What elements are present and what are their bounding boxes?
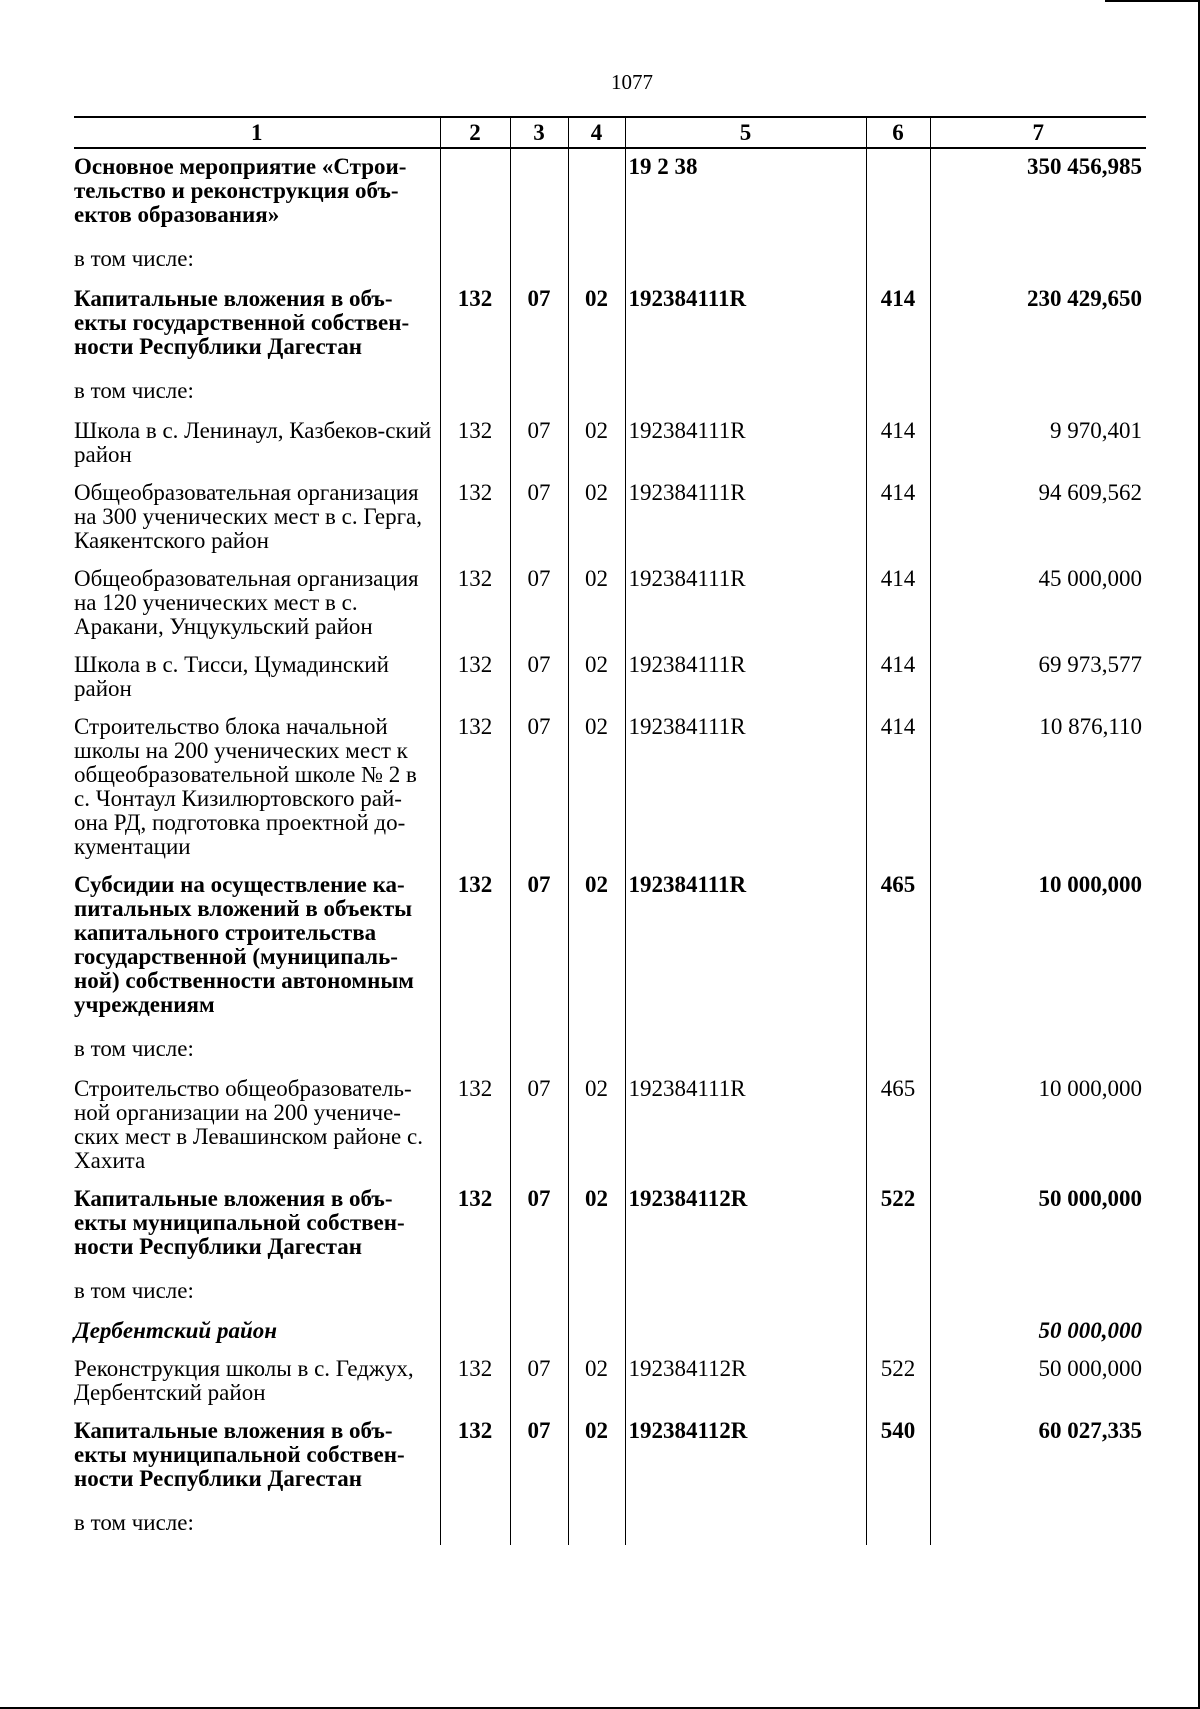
row-description: Субсидии на осуществление ка-питальных вложений в объекты капитального строительства государственной (муниципаль-ной) собственности автономным учреждениям — [74, 872, 414, 1017]
cell-ministry-code: 132 — [440, 561, 510, 647]
table-row — [74, 367, 1146, 413]
table-row — [74, 709, 1146, 867]
cell-ministry-code — [440, 235, 510, 281]
table-row — [74, 561, 1146, 647]
table-row — [74, 475, 1146, 561]
cell-subsection — [568, 1499, 625, 1545]
cell-subsection: 02 — [568, 1181, 625, 1267]
cell-amount: 10 000,000 — [930, 1071, 1146, 1181]
row-description: Реконструкция школы в с. Геджух, Дербентский район — [74, 1356, 414, 1405]
row-description: Капитальные вложения в объ-екты муниципальной собствен-ности Республики Дагестан — [74, 1418, 405, 1491]
cell-target-article: 192384111R — [625, 475, 866, 561]
cell-target-article: 192384112R — [625, 1351, 866, 1413]
cell-amount — [930, 1499, 1146, 1545]
cell-expense-type: 414 — [866, 413, 930, 475]
cell-subsection — [568, 1025, 625, 1071]
row-description: Основное мероприятие «Строи-тельство и реконструкция объ-ектов образования» — [74, 154, 407, 227]
table-row — [74, 1499, 1146, 1545]
cell-ministry-code: 132 — [440, 281, 510, 367]
table-row — [74, 1181, 1146, 1267]
cell-target-article: 192384112R — [625, 1181, 866, 1267]
cell-subsection: 02 — [568, 413, 625, 475]
table-row — [74, 1071, 1146, 1181]
table-header-row — [74, 117, 1146, 148]
cell-section: 07 — [510, 413, 568, 475]
cell-section: 07 — [510, 1413, 568, 1499]
cell-expense-type — [866, 1025, 930, 1071]
cell-target-article — [625, 1313, 866, 1351]
cell-expense-type: 522 — [866, 1351, 930, 1413]
row-description: в том числе: — [74, 1278, 194, 1303]
row-description: Школа в с. Ленинаул, Казбеков-ский район — [74, 418, 432, 467]
cell-subsection — [568, 148, 625, 235]
cell-amount: 10 000,000 — [930, 867, 1146, 1025]
cell-amount: 50 000,000 — [930, 1181, 1146, 1267]
cell-ministry-code: 132 — [440, 1181, 510, 1267]
table-row — [74, 281, 1146, 367]
cell-subsection: 02 — [568, 475, 625, 561]
cell-section — [510, 1499, 568, 1545]
row-description: Общеобразовательная организация на 300 ученических мест в с. Герга, Каякентского район — [74, 480, 423, 553]
cell-section — [510, 367, 568, 413]
row-description: Школа в с. Тисси, Цумадинский район — [74, 652, 389, 701]
cell-target-article — [625, 1267, 866, 1313]
cell-subsection: 02 — [568, 1351, 625, 1413]
cell-amount — [930, 1025, 1146, 1071]
cell-amount: 94 609,562 — [930, 475, 1146, 561]
cell-section — [510, 235, 568, 281]
cell-ministry-code: 132 — [440, 413, 510, 475]
cell-amount — [930, 235, 1146, 281]
column-header: 7 — [930, 117, 1146, 148]
table-row — [74, 1267, 1146, 1313]
cell-expense-type: 414 — [866, 647, 930, 709]
cell-target-article: 192384111R — [625, 281, 866, 367]
row-description: в том числе: — [74, 1510, 194, 1535]
column-header: 6 — [866, 117, 930, 148]
cell-amount — [930, 367, 1146, 413]
cell-ministry-code — [440, 1267, 510, 1313]
row-description: Строительство блока начальной школы на 200 ученических мест к общеобразовательной школе № 2 в с. Чонтаул Кизилюртовского рай-она РД, подготовка проектной до-кументации — [74, 714, 417, 859]
cell-subsection: 02 — [568, 1071, 625, 1181]
table-row — [74, 1413, 1146, 1499]
cell-ministry-code — [440, 148, 510, 235]
cell-amount: 9 970,401 — [930, 413, 1146, 475]
cell-section — [510, 1267, 568, 1313]
cell-subsection — [568, 367, 625, 413]
cell-subsection — [568, 1313, 625, 1351]
cell-target-article: 192384111R — [625, 709, 866, 867]
row-description: в том числе: — [74, 378, 194, 403]
cell-expense-type: 522 — [866, 1181, 930, 1267]
table-body — [74, 148, 1146, 1545]
cell-amount: 350 456,985 — [930, 148, 1146, 235]
cell-section: 07 — [510, 1071, 568, 1181]
page-number: 1077 — [611, 70, 653, 94]
cell-section: 07 — [510, 867, 568, 1025]
cell-ministry-code: 132 — [440, 1071, 510, 1181]
cell-amount: 10 876,110 — [930, 709, 1146, 867]
row-description: Общеобразовательная организация на 120 ученических мест в с. Аракани, Унцукульский район — [74, 566, 419, 639]
cell-expense-type — [866, 148, 930, 235]
column-header: 4 — [568, 117, 625, 148]
cell-amount: 50 000,000 — [930, 1351, 1146, 1413]
budget-table — [74, 116, 1146, 1545]
cell-section: 07 — [510, 709, 568, 867]
cell-target-article: 19 2 38 — [625, 148, 866, 235]
cell-ministry-code: 132 — [440, 647, 510, 709]
table-row — [74, 1025, 1146, 1071]
table-row — [74, 148, 1146, 235]
cell-target-article: 192384111R — [625, 1071, 866, 1181]
cell-amount: 230 429,650 — [930, 281, 1146, 367]
row-description: Дербентский район — [74, 1318, 278, 1343]
cell-target-article — [625, 235, 866, 281]
cell-subsection: 02 — [568, 709, 625, 867]
top-rule — [1105, 0, 1200, 2]
cell-target-article: 192384112R — [625, 1413, 866, 1499]
row-description: Капитальные вложения в объ-екты муниципальной собствен-ности Республики Дагестан — [74, 1186, 405, 1259]
column-header: 2 — [440, 117, 510, 148]
cell-ministry-code: 132 — [440, 1351, 510, 1413]
cell-expense-type — [866, 1267, 930, 1313]
cell-target-article: 192384111R — [625, 413, 866, 475]
cell-amount — [930, 1267, 1146, 1313]
cell-ministry-code: 132 — [440, 709, 510, 867]
column-header: 1 — [74, 117, 440, 148]
cell-amount: 60 027,335 — [930, 1413, 1146, 1499]
cell-target-article — [625, 367, 866, 413]
row-description: в том числе: — [74, 1036, 194, 1061]
cell-subsection: 02 — [568, 561, 625, 647]
cell-subsection — [568, 1267, 625, 1313]
cell-expense-type: 465 — [866, 1071, 930, 1181]
cell-amount: 45 000,000 — [930, 561, 1146, 647]
cell-target-article: 192384111R — [625, 867, 866, 1025]
cell-subsection: 02 — [568, 647, 625, 709]
cell-expense-type: 414 — [866, 475, 930, 561]
cell-section: 07 — [510, 561, 568, 647]
cell-amount: 50 000,000 — [930, 1313, 1146, 1351]
cell-subsection — [568, 235, 625, 281]
cell-target-article: 192384111R — [625, 561, 866, 647]
cell-section: 07 — [510, 281, 568, 367]
cell-section: 07 — [510, 1351, 568, 1413]
cell-section: 07 — [510, 475, 568, 561]
cell-ministry-code: 132 — [440, 1413, 510, 1499]
column-header: 5 — [625, 117, 866, 148]
cell-ministry-code — [440, 367, 510, 413]
cell-ministry-code: 132 — [440, 867, 510, 1025]
cell-expense-type: 465 — [866, 867, 930, 1025]
cell-ministry-code — [440, 1025, 510, 1071]
table-row — [74, 867, 1146, 1025]
cell-expense-type — [866, 1313, 930, 1351]
cell-ministry-code: 132 — [440, 475, 510, 561]
cell-target-article — [625, 1025, 866, 1071]
row-description: в том числе: — [74, 246, 194, 271]
row-description: Капитальные вложения в объ-екты государственной собствен-ности Республики Дагестан — [74, 286, 410, 359]
row-description: Строительство общеобразователь-ной организации на 200 учениче-ских мест в Левашинском районе с. Хахита — [74, 1076, 423, 1173]
table-row — [74, 647, 1146, 709]
table-row — [74, 235, 1146, 281]
cell-target-article: 192384111R — [625, 647, 866, 709]
cell-expense-type: 414 — [866, 561, 930, 647]
cell-section: 07 — [510, 647, 568, 709]
cell-section — [510, 1313, 568, 1351]
table-row — [74, 1313, 1146, 1351]
column-header: 3 — [510, 117, 568, 148]
cell-expense-type — [866, 235, 930, 281]
cell-expense-type: 414 — [866, 281, 930, 367]
cell-section: 07 — [510, 1181, 568, 1267]
cell-section — [510, 148, 568, 235]
cell-subsection: 02 — [568, 1413, 625, 1499]
table-row — [74, 413, 1146, 475]
cell-target-article — [625, 1499, 866, 1545]
cell-expense-type: 540 — [866, 1413, 930, 1499]
cell-amount: 69 973,577 — [930, 647, 1146, 709]
cell-subsection: 02 — [568, 867, 625, 1025]
cell-subsection: 02 — [568, 281, 625, 367]
cell-expense-type: 414 — [866, 709, 930, 867]
cell-ministry-code — [440, 1313, 510, 1351]
cell-expense-type — [866, 1499, 930, 1545]
cell-expense-type — [866, 367, 930, 413]
table-row — [74, 1351, 1146, 1413]
cell-section — [510, 1025, 568, 1071]
cell-ministry-code — [440, 1499, 510, 1545]
